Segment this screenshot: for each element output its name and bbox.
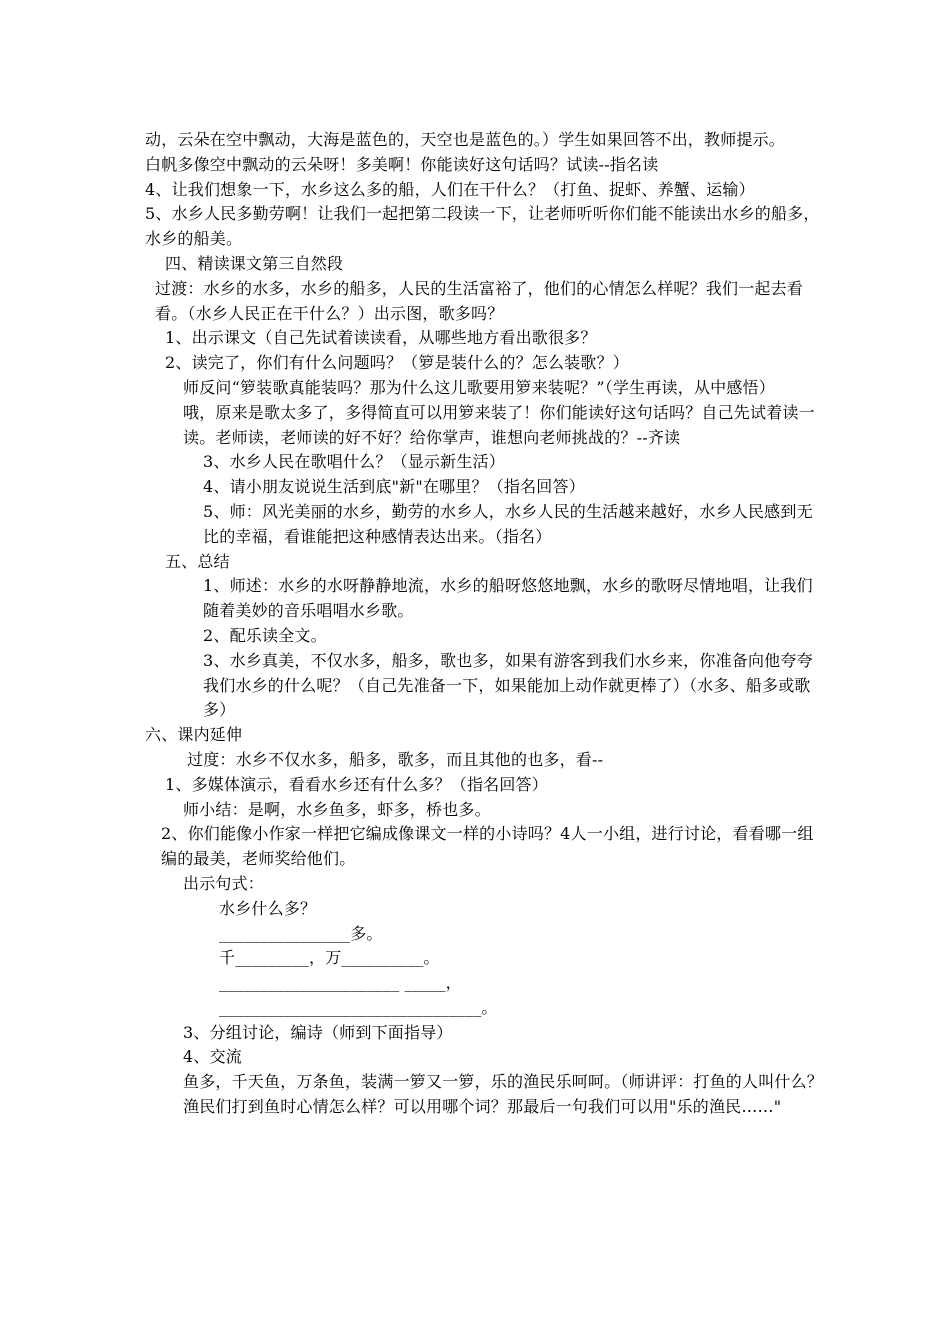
paragraph: 鱼多，千天鱼，万条鱼，装满一箩又一箩，乐的渔民乐呵呵。（师讲评：打鱼的人叫什么？渔民们打到鱼时心情怎么样？可以用哪个词？那最后一句我们可以用"乐的渔民……"	[183, 1072, 824, 1117]
paragraph: 师小结：是啊，水乡鱼多，虾多，桥也多。	[183, 799, 491, 819]
sentence-pattern-line: 水乡什么多？	[219, 898, 317, 918]
paragraph: 4、让我们想象一下，水乡这么多的船，人们在干什么？（打鱼、捉虾、养蟹、运输）	[145, 179, 755, 199]
sentence-pattern-line: ______________________ _____，	[219, 973, 462, 993]
list-item: 1、师述：水乡的水呀静静地流，水乡的船呀悠悠地飘，水乡的歌呀尽情地唱，让我们随着美妙的音乐唱唱水乡歌。	[203, 576, 813, 621]
sentence-pattern-line: ________________多。	[219, 923, 383, 943]
paragraph: 哦，原来是歌太多了，多得简直可以用箩来装了！你们能读好这句话吗？自己先试着读一读。老师读，老师读的好不好？给你掌声，谁想向老师挑战的？--齐读	[183, 402, 815, 447]
section-heading-4: 四、精读课文第三自然段	[165, 253, 344, 273]
list-item: 1、多媒体演示，看看水乡还有什么多？（指名回答）	[165, 774, 548, 794]
paragraph: 5、水乡人民多勤劳啊！让我们一起把第二段读一下，让老师听听你们能不能读出水乡的船多，水乡的船美。	[145, 204, 820, 249]
list-item: 3、分组讨论，编诗（师到下面指导）	[183, 1022, 453, 1042]
list-item: 1、出示课文（自己先试着读读看，从哪些地方看出歌很多？	[165, 328, 597, 348]
paragraph: 白帆多像空中飘动的云朵呀！多美啊！你能读好这句话吗？试读--指名读	[145, 154, 659, 174]
paragraph: 出示句式：	[183, 873, 265, 893]
paragraph: 过度：水乡不仅水多，船多，歌多，而且其他的也多，看--	[187, 749, 604, 769]
paragraph: 动，云朵在空中飘动，大海是蓝色的，天空也是蓝色的。）学生如果回答不出，教师提示。	[145, 130, 786, 149]
list-item: 2、配乐读全文。	[203, 625, 327, 645]
list-item: 4、请小朋友说说生活到底"新"在哪里？（指名回答）	[203, 477, 585, 497]
sentence-pattern-line: 千_________，万__________。	[219, 948, 440, 968]
list-item: 3、水乡真美，不仅水多，船多，歌也多，如果有游客到我们水乡来，你准备向他夸夸我们水乡的什么呢？（自己先准备一下，如果能加上动作就更棒了）（水多、船多或歌多）	[203, 650, 813, 720]
section-heading-5: 五、总结	[165, 551, 230, 571]
paragraph: 过渡：水乡的水多，水乡的船多，人民的生活富裕了，他们的心情怎么样呢？我们一起去看看。（水乡人民正在干什么？）出示图，歌多吗？	[155, 278, 804, 323]
list-item: 4、交流	[183, 1047, 242, 1067]
list-item: 3、水乡人民在歌唱什么？（显示新生活）	[203, 452, 505, 472]
sentence-pattern-line: ________________________________。	[219, 997, 498, 1017]
list-item: 2、读完了，你们有什么问题吗？（箩是装什么的？怎么装歌？）	[165, 353, 629, 373]
section-heading-6: 六、课内延伸	[145, 725, 243, 745]
lesson-plan-body	[145, 128, 825, 1120]
list-item: 2、你们能像小作家一样把它编成像课文一样的小诗吗？4人一小组，进行讨论，看看哪一组编的最美，老师奖给他们。	[161, 824, 814, 869]
paragraph: 师反问“箩装歌真能装吗？那为什么这儿歌要用箩来装呢？”（学生再读，从中感悟）	[183, 377, 775, 397]
list-item: 5、师：风光美丽的水乡，勤劳的水乡人，水乡人民的生活越来越好，水乡人民感到无比的幸福，看谁能把这种感情表达出来。（指名）	[203, 501, 813, 546]
